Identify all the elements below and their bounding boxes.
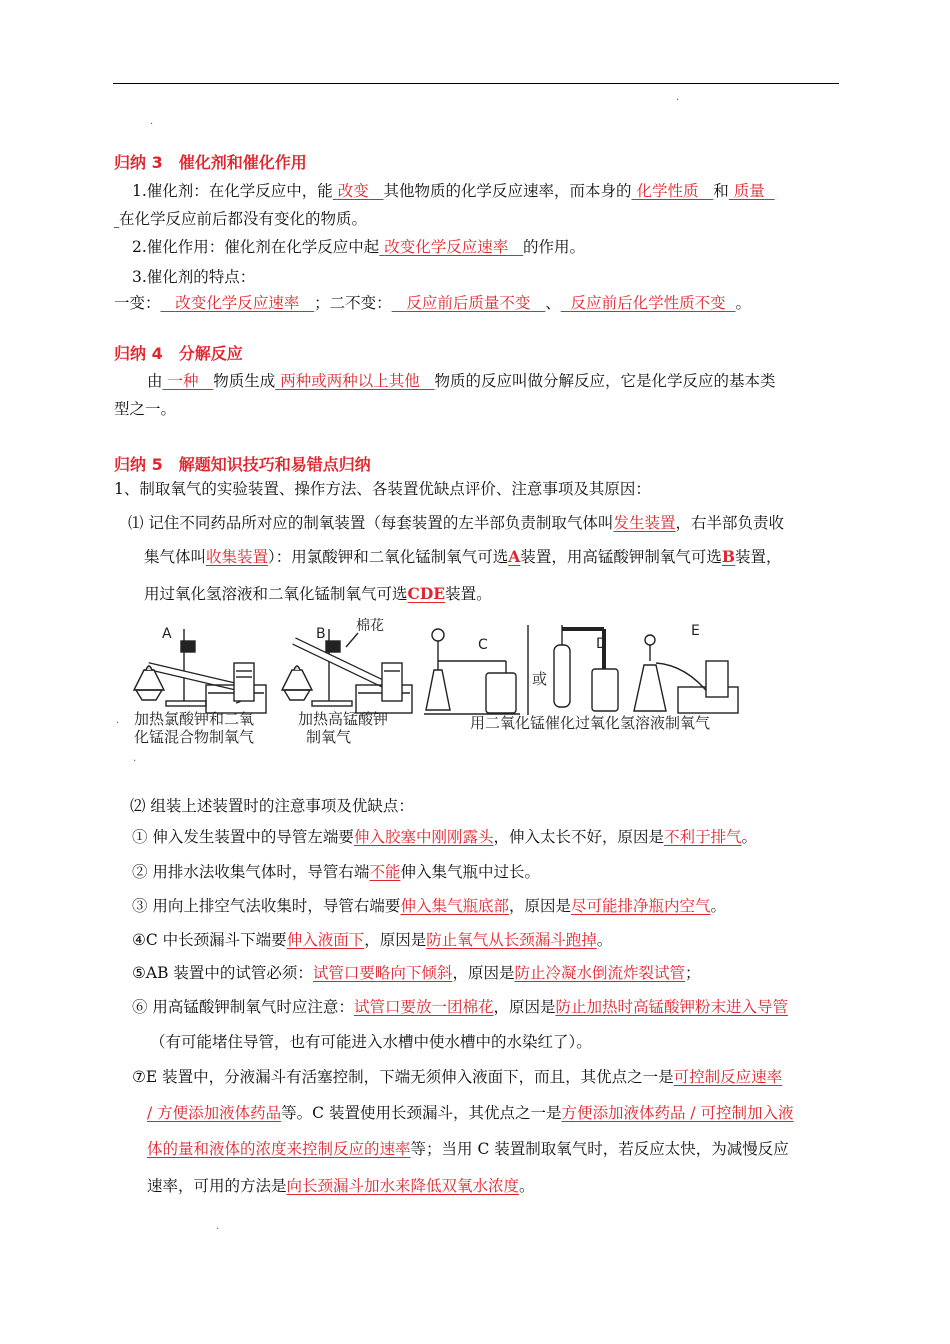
text: 。 — [519, 1177, 535, 1195]
text: 装置， — [734, 548, 782, 566]
catalyst-definition — [132, 180, 775, 202]
answer: 发生装置 — [613, 514, 676, 532]
text: 装置。 — [445, 585, 492, 603]
text: 速率，可用的方法是 — [147, 1177, 287, 1195]
note-7-line2 — [147, 1102, 794, 1124]
note-6 — [132, 996, 788, 1018]
text: ⑥ 用高锰酸钾制氧气时应注意： — [132, 998, 354, 1016]
text: 物质生成 — [213, 372, 276, 390]
note-6-cont: （有可能堵住导管，也有可能进入水槽中使水槽中的水染红了）。 — [150, 1033, 592, 1051]
answer: 伸入胶塞中刚刚露头 — [353, 828, 494, 846]
answer: 伸入集气瓶底部 — [400, 897, 509, 915]
answer: 反应前后质量不变 — [406, 294, 531, 312]
text: ，原因是 — [508, 897, 571, 915]
oxygen-apparatus-figure — [126, 615, 746, 725]
answer: A — [508, 547, 521, 566]
label-d: D — [596, 636, 607, 652]
decomposition-definition — [147, 370, 776, 392]
answer: 向长颈漏斗加水来降低双氧水浓度 — [286, 1177, 520, 1195]
text: 等。C 装置使用长颈漏斗，其优点之一是 — [281, 1104, 562, 1122]
answer: 方便添加液体药品 / 可控制加入液 — [561, 1104, 794, 1122]
note-2 — [132, 861, 540, 883]
text: ； — [684, 964, 701, 982]
answer: 尽可能排净瓶内空气 — [570, 897, 711, 915]
answer: B — [721, 547, 735, 566]
caption-a: 加热氯酸钾和二氧 化锰混合物制氧气 — [134, 710, 255, 746]
text: ；二不变： — [314, 294, 392, 312]
mark: . — [676, 92, 680, 103]
mark: . — [116, 715, 120, 726]
label-or-1: 或 — [532, 670, 548, 688]
note-3 — [132, 895, 726, 917]
text: 在化学反应前后都没有变化的物质。 — [118, 210, 367, 228]
answer: 两种或两种以上其他 — [280, 372, 420, 390]
answer: 试管口要略向下倾斜 — [312, 964, 453, 982]
mark: . — [133, 753, 137, 764]
q1-line1 — [128, 512, 784, 534]
text: 、 — [545, 294, 561, 312]
header-rule — [113, 83, 839, 84]
answer: 改变 — [337, 182, 369, 200]
catalyst-definition-cont — [114, 208, 367, 230]
caption-b: 加热高锰酸钾 制氧气 — [298, 710, 389, 746]
text: ，伸入太长不好，原因是 — [493, 828, 664, 846]
answer: 防止冷凝水倒流炸裂试管 — [514, 964, 685, 982]
text: 。 — [596, 931, 613, 949]
q1-line3 — [144, 583, 492, 605]
text: ① 伸入发生装置中的导管左端要 — [132, 828, 354, 846]
label-c: C — [478, 637, 488, 653]
catalyst-features — [114, 292, 751, 314]
answer: / 方便添加液体药品 — [147, 1104, 282, 1122]
text: 一变： — [114, 294, 161, 312]
note-7-line3 — [147, 1138, 789, 1160]
catalysis-definition — [132, 236, 585, 258]
catalyst-features-title: 3.催化剂的特点： — [132, 268, 256, 286]
section-4-heading: 归纳 4 分解反应 — [114, 344, 243, 363]
text: ③ 用向上排空气法收集时，导管右端要 — [132, 897, 401, 915]
q2-title: ⑵ 组装上述装置时的注意事项及优缺点： — [130, 797, 414, 815]
text: ）：用氯酸钾和二氧化锰制氧气可选 — [268, 548, 509, 566]
note-7-line4 — [147, 1175, 535, 1197]
note-5 — [132, 962, 700, 984]
answer: 可控制反应速率 — [673, 1068, 783, 1086]
text: 2.催化作用：催化剂在化学反应中起 — [132, 238, 380, 256]
text: 等；当用 C 装置制取氧气时，若反应太快，为减慢反应 — [410, 1140, 789, 1158]
text: ② 用排水法收集气体时，导管右端 — [132, 863, 370, 881]
text: ⑦E 装置中，分液漏斗有活塞控制，下端无须伸入液面下，而且，其优点之一是 — [132, 1068, 674, 1086]
decomposition-definition-cont: 型之一。 — [114, 400, 177, 418]
text: 装置，用高锰酸钾制氧气可选 — [520, 548, 722, 566]
label-e: E — [691, 623, 700, 639]
answer: 伸入液面下 — [286, 931, 365, 949]
section-3-heading: 归纳 3 催化剂和催化作用 — [114, 153, 307, 172]
answer: 化学性质 — [636, 182, 699, 200]
text: 。 — [741, 828, 757, 846]
text: ，原因是 — [452, 964, 515, 982]
answer: 不利于排气 — [663, 828, 742, 846]
caption-cde: 用二氧化锰催化过氧化氢溶液制氧气 — [470, 714, 711, 732]
answer: 质量 — [733, 182, 765, 200]
text: ，原因是 — [493, 998, 556, 1016]
answer: 体的量和液体的浓度来控制反应的速率 — [147, 1140, 411, 1158]
answer: 防止加热时高锰酸钾粉末进入导管 — [555, 998, 788, 1016]
answer: 防止氧气从长颈漏斗跑掉 — [426, 931, 597, 949]
text: ，原因是 — [364, 931, 427, 949]
answer: 改变化学反应速率 — [384, 238, 509, 256]
q1-line2 — [144, 546, 781, 568]
answer: 一种 — [167, 372, 199, 390]
answer: 收集装置 — [206, 548, 269, 566]
label-a: A — [162, 626, 172, 642]
text: 。 — [735, 294, 751, 312]
text: ，右半部负责收 — [675, 514, 784, 532]
note-1 — [132, 826, 757, 848]
label-cotton: 棉花 — [356, 618, 384, 634]
text: 1.催化剂：在化学反应中，能 — [132, 182, 333, 200]
text: 和 — [713, 182, 729, 200]
section-5-heading: 归纳 5 解题知识技巧和易错点归纳 — [114, 455, 371, 474]
answer: 试管口要放一团棉花 — [353, 998, 494, 1016]
mark: . — [150, 116, 154, 127]
item-1: 1、制取氧气的实验装置、操作方法、各装置优缺点评价、注意事项及其原因： — [114, 480, 651, 498]
text: 由 — [147, 372, 163, 390]
text: 物质的反应叫做分解反应，它是化学反应的基本类 — [434, 372, 776, 390]
label-b: B — [316, 626, 326, 642]
answer: CDE — [407, 584, 446, 603]
answer: 改变化学反应速率 — [175, 294, 300, 312]
text: 其他物质的化学反应速率，而本身的 — [383, 182, 632, 200]
text: ④C 中长颈漏斗下端要 — [132, 931, 287, 949]
answer: 反应前后化学性质不变 — [570, 294, 726, 312]
note-4 — [132, 929, 612, 951]
text: ⑴ 记住不同药品所对应的制氧装置（每套装置的左半部负责制取气体叫 — [128, 514, 614, 532]
text: ⑤AB 装置中的试管必须： — [132, 964, 313, 982]
answer: 不能 — [369, 863, 401, 881]
note-7 — [132, 1066, 782, 1088]
text: 的作用。 — [523, 238, 586, 256]
text: 用过氧化氢溶液和二氧化锰制氧气可选 — [144, 585, 408, 603]
text: 集气体叫 — [144, 548, 207, 566]
mark: . — [216, 1221, 220, 1232]
text: 伸入集气瓶中过长。 — [400, 863, 540, 881]
text: 。 — [710, 897, 726, 915]
